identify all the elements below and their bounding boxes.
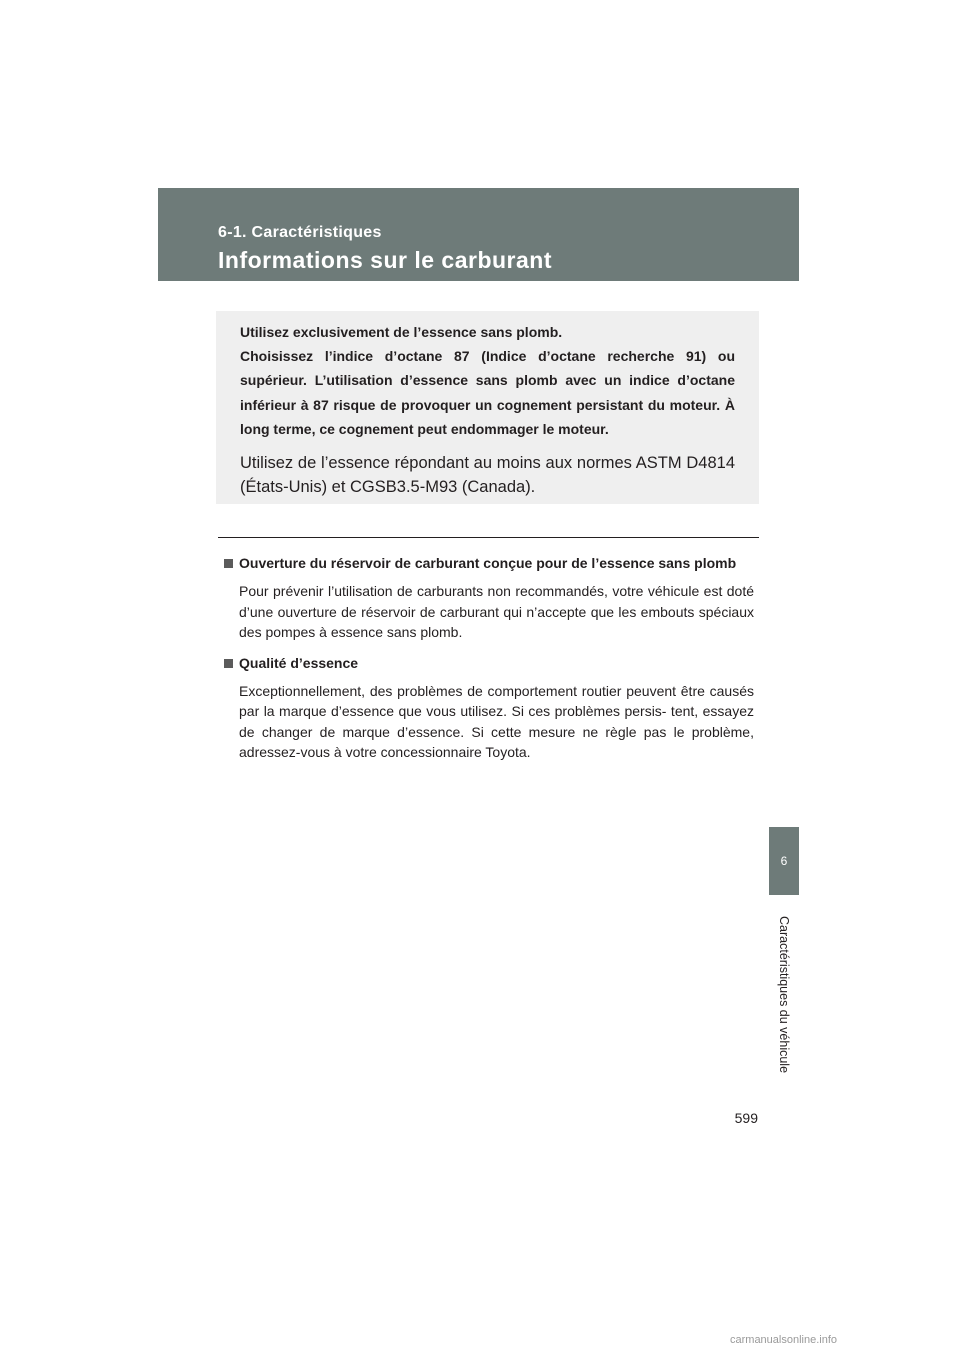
- item-heading: [224, 653, 754, 673]
- chapter-tab-label: [769, 900, 799, 1090]
- section-label: 6-1. Caractéristiques: [218, 224, 382, 241]
- summary-bold-paragraph: Choisissez l’indice d’octane 87 (Indice d’octane recherche 91) ou supérieur. L’utilisation d’essence sans plomb avec un indice d’octane inférieur à 87 risque de provoquer un cognement persistant du moteur. À long terme, ce cognement peut endommager le moteur.: [240, 348, 735, 437]
- item-heading-text: Qualité d’essence: [239, 654, 359, 671]
- chapter-tab-number: 6: [769, 827, 799, 895]
- list-item: [224, 553, 754, 643]
- summary-content: [240, 320, 735, 499]
- chapter-tab-label-text: Caractéristiques du véhicule: [777, 916, 791, 1074]
- square-bullet-icon: [224, 659, 233, 668]
- summary-normal-paragraph: Utilisez de l’essence répondant au moins aux normes ASTM D4814 (États-Unis) et CGSB3.5-M93 (Canada).: [240, 454, 735, 497]
- page-title: Informations sur le carburant: [218, 247, 553, 273]
- page-number: 599: [734, 1110, 758, 1126]
- item-heading-text: Ouverture du réservoir de carburant conçue pour de l’essence sans plomb: [239, 555, 737, 571]
- summary-line-1: Utilisez exclusivement de l’essence sans plomb.: [240, 324, 563, 340]
- square-bullet-icon: [224, 559, 233, 568]
- summary-box: [216, 311, 759, 504]
- list-item: [224, 653, 754, 763]
- main-content: [224, 553, 754, 773]
- item-body: Exceptionnellement, des problèmes de comportement routier peuvent être causés par la marque d’essence que vous utilisez. Si ces problèmes persis- tent, essayez de changer de marque d’essence. Si cette mesure ne règle pas le problème, adressez-vous à votre concessionnaire Toyota.: [239, 682, 754, 760]
- section-divider: [218, 537, 759, 538]
- header-band: [158, 188, 799, 281]
- item-body: Pour prévenir l’utilisation de carburants non recommandés, votre véhicule est doté d’une ouverture de réservoir de carburant qui n’accepte que les embouts spéciaux des pompes à essence sans plomb.: [239, 583, 754, 640]
- watermark: carmanualsonline.info: [730, 1334, 838, 1346]
- item-heading: [224, 553, 754, 573]
